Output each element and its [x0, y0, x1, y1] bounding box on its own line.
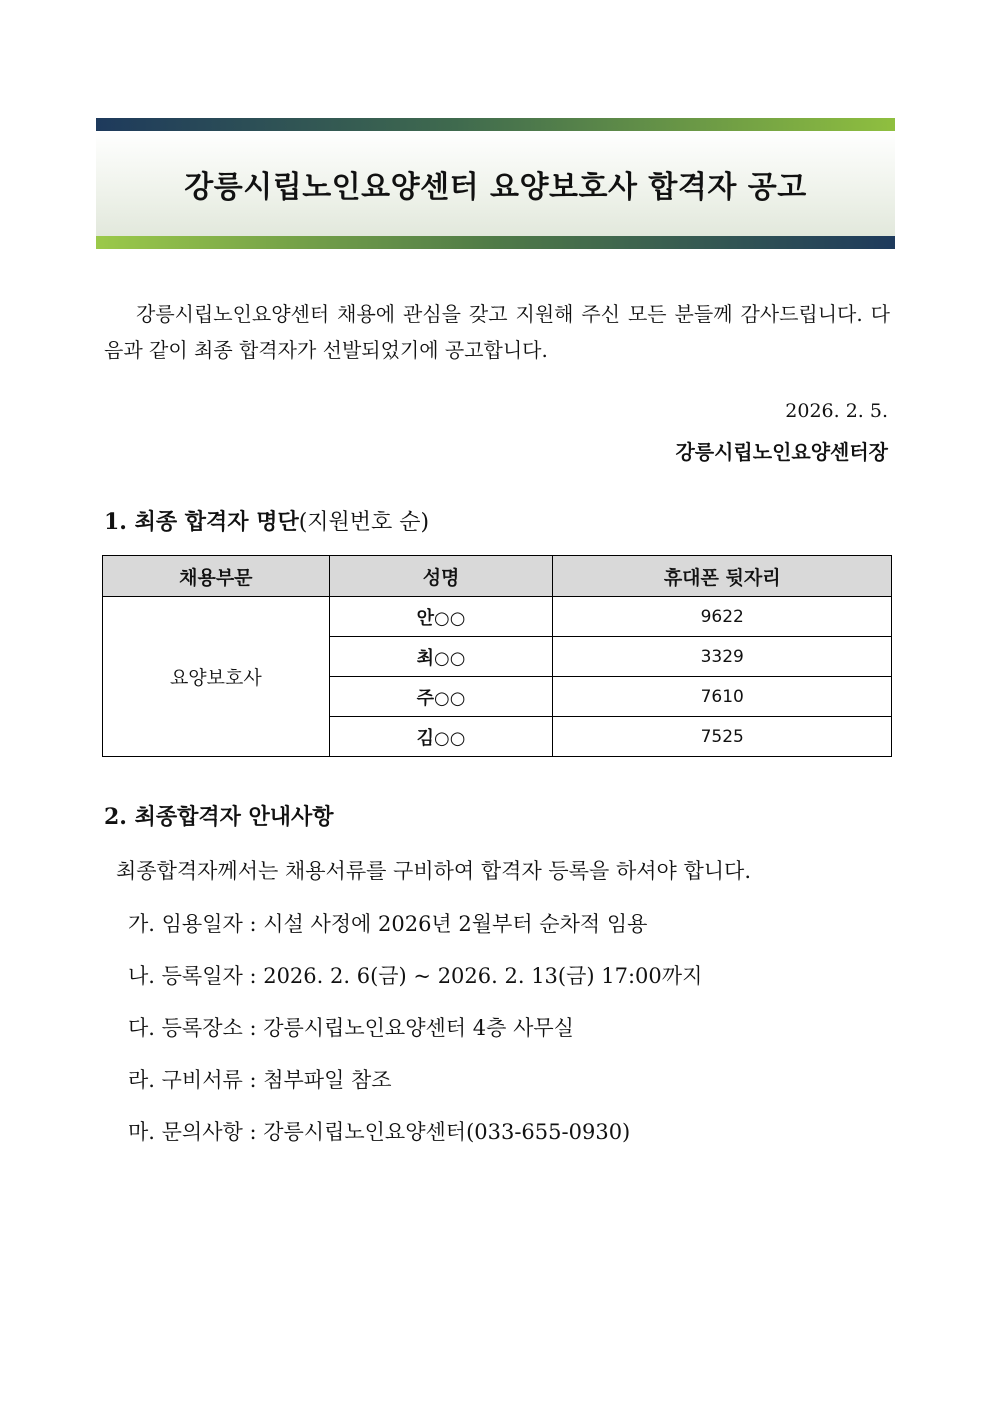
table-header-row — [103, 556, 892, 597]
section1-heading — [104, 505, 429, 536]
registration-notice: 최종합격자께서는 채용서류를 구비하여 합격자 등록을 하셔야 합니다. — [116, 859, 752, 883]
name-cell: 안○○ — [329, 597, 553, 637]
name-cell: 주○○ — [329, 677, 553, 717]
section1-title: 1. 최종 합격자 명단 — [104, 509, 299, 535]
phone-cell: 9622 — [553, 597, 892, 637]
page-title: 강릉시립노인요양센터 요양보호사 합격자 공고 — [184, 169, 807, 205]
department-cell: 요양보호사 — [103, 597, 330, 757]
list-item: 가. 임용일자 : 시설 사정에 2026년 2월부터 순차적 임용 — [128, 912, 648, 936]
name-cell: 김○○ — [329, 717, 553, 757]
header-department: 채용부문 — [103, 556, 330, 597]
title-bar-top — [96, 118, 895, 131]
section1-note: (지원번호 순) — [298, 510, 430, 535]
header-phone: 휴대폰 뒷자리 — [553, 556, 892, 597]
title-panel — [96, 131, 895, 236]
list-item: 마. 문의사항 : 강릉시립노인요양센터(033-655-0930) — [128, 1120, 631, 1144]
title-bar-bottom — [96, 236, 895, 249]
phone-cell: 7525 — [553, 717, 892, 757]
guidance-list — [128, 905, 702, 1165]
name-cell: 최○○ — [329, 637, 553, 677]
list-item: 나. 등록일자 : 2026. 2. 6(금) ~ 2026. 2. 13(금) 17:00까지 — [128, 964, 703, 988]
section2-heading: 2. 최종합격자 안내사항 — [104, 804, 334, 830]
phone-cell: 3329 — [553, 637, 892, 677]
table-row — [103, 597, 892, 637]
successful-candidates-table — [102, 555, 892, 757]
list-item: 다. 등록장소 : 강릉시립노인요양센터 4층 사무실 — [128, 1016, 574, 1040]
intro-paragraph: 강릉시립노인요양센터 채용에 관심을 갖고 지원해 주신 모든 분들께 감사드립니다. 다음과 같이 최종 합격자가 선발되었기에 공고합니다. — [104, 302, 890, 362]
signer-name: 강릉시립노인요양센터장 — [675, 440, 888, 464]
list-item: 라. 구비서류 : 첨부파일 참조 — [128, 1068, 392, 1092]
title-banner — [96, 118, 895, 249]
announcement-date: 2026. 2. 5. — [785, 400, 888, 422]
header-name: 성명 — [329, 556, 553, 597]
phone-cell: 7610 — [553, 677, 892, 717]
